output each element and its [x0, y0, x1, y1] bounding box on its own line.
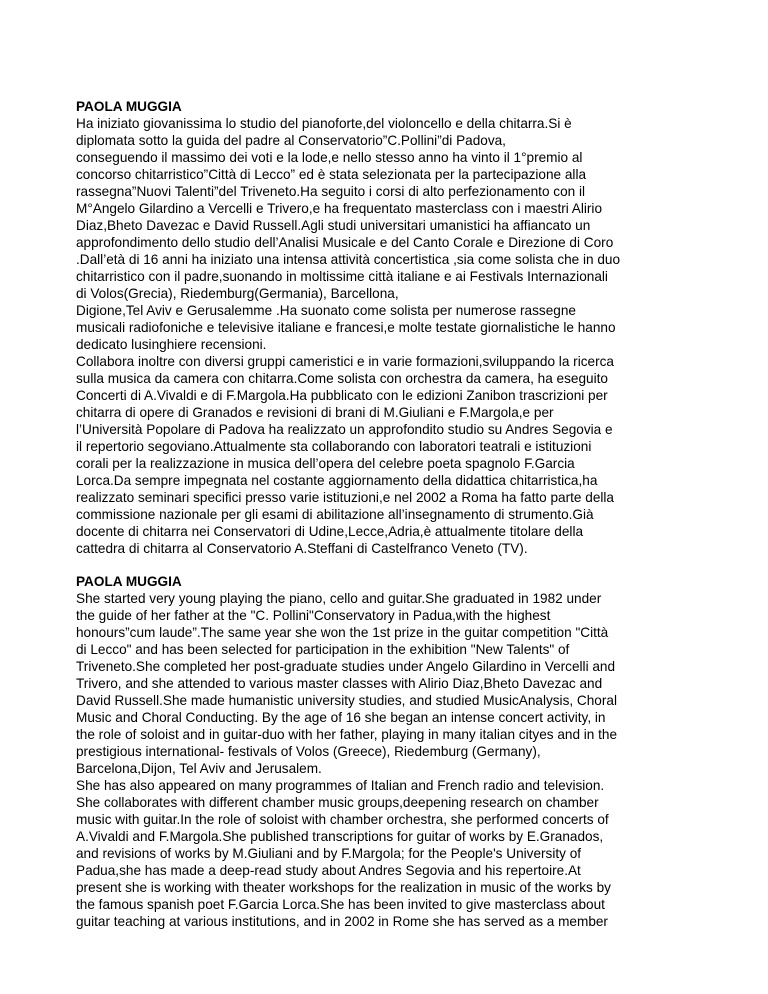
biography-english	[76, 573, 716, 930]
text-line: Collabora inoltre con diversi gruppi cameristici e in varie formazioni,sviluppando la ricerca	[76, 354, 614, 369]
text-line: Digione,Tel Aviv e Gerusalemme .Ha suonato come solista per numerose rassegne	[76, 303, 576, 318]
text-line: She has also appeared on many programmes of Italian and French radio and television.	[76, 778, 605, 793]
text-line: commissione nazionale per gli esami di abilitazione all’insegnamento di strumento.Già	[76, 507, 594, 522]
text-line: present she is working with theater workshops for the realization in music of the works by	[76, 880, 611, 895]
text-line: concorso chitarristico”Città di Lecco” ed è stata selezionata per la partecipazione alla	[76, 167, 587, 182]
text-line: conseguendo il massimo dei voti e la lode,e nello stesso anno ha vinto il 1°premio al	[76, 150, 583, 165]
text-line: the guide of her father at the "C. Pollini"Conservatory in Padua,with the highest	[76, 608, 551, 623]
text-line: Concerti di A.Vivaldi e di F.Margola.Ha pubblicato con le edizioni Zanibon trascrizioni per	[76, 388, 608, 403]
text-line: Barcelona,Dijon, Tel Aviv and Jerusalem.	[76, 761, 322, 776]
bio-body	[76, 590, 716, 930]
text-line: the role of soloist and in guitar-duo with her father, playing in many italian cityes and in the	[76, 727, 618, 742]
text-line: realizzato seminari specifici presso varie istituzioni,e nel 2002 a Roma ha fatto parte della	[76, 490, 614, 505]
text-line: Padua,she has made a deep-read study about Andres Segovia and his repertoire.At	[76, 863, 581, 878]
text-line: di Volos(Grecia), Riedemburg(Germania), Barcellona,	[76, 286, 399, 301]
text-line: cattedra di chitarra al Conservatorio A.Steffani di Castelfranco Veneto (TV).	[76, 541, 528, 556]
text-line: l’Università Popolare di Padova ha realizzato un approfondito studio su Andres Segovia e	[76, 422, 613, 437]
biography-italian	[76, 98, 716, 557]
text-line: She collaborates with different chamber music groups,deepening research on chamber	[76, 795, 599, 810]
text-line: approfondimento dello studio dell’Analisi Musicale e del Canto Corale e Direzione di Coro	[76, 235, 614, 250]
text-line: honours”cum laude”.The same year she won the 1st prize in the guitar competition "Città	[76, 625, 609, 640]
text-line: Triveneto.She completed her post-graduate studies under Angelo Gilardino in Vercelli and	[76, 659, 616, 674]
text-line: corali per la realizzazione in musica dell’opera del celebre poeta spagnolo F.Garcia	[76, 456, 575, 471]
text-line: M°Angelo Gilardino a Vercelli e Trivero,e ha frequentato masterclass con i maestri Alirio	[76, 201, 603, 216]
text-line: il repertorio segoviano.Attualmente sta collaborando con laboratori teatrali e istituzioni	[76, 439, 592, 454]
text-line: and revisions of works by M.Giuliani and by F.Margola; for the People's University of	[76, 846, 582, 861]
text-line: docente di chitarra nei Conservatori di Udine,Lecce,Adria,è attualmente titolare della	[76, 524, 584, 539]
text-line: chitarristico con il padre,suonando in moltissime città italiane e ai Festivals Internazionali	[76, 269, 608, 284]
bio-title: PAOLA MUGGIA	[76, 574, 182, 589]
text-line: sulla musica da camera con chitarra.Come solista con orchestra da camera, ha eseguito	[76, 371, 608, 386]
text-line: Lorca.Da sempre impegnata nel costante aggiornamento della didattica chitarristica,ha	[76, 473, 598, 488]
text-line: di Lecco" and has been selected for participation in the exhibition "New Talents" of	[76, 642, 570, 657]
text-line: rassegna”Nuovi Talenti”del Triveneto.Ha seguito i corsi di alto perfezionamento con il	[76, 184, 586, 199]
text-line: diplomata sotto la guida del padre al Conservatorio”C.Pollini”di Padova,	[76, 133, 506, 148]
text-line: music with guitar.In the role of soloist with chamber orchestra, she performed concerts of	[76, 812, 609, 827]
text-line: musicali radiofoniche e televisive italiane e francesi,e molte testate giornalistiche le hanno	[76, 320, 616, 335]
bio-title: PAOLA MUGGIA	[76, 99, 182, 114]
text-line: Music and Choral Conducting. By the age of 16 she began an intense concert activity, in	[76, 710, 606, 725]
text-line: She started very young playing the piano, cello and guitar.She graduated in 1982 under	[76, 591, 602, 606]
text-line: the famous spanish poet F.Garcia Lorca.She has been invited to give masterclass about	[76, 897, 605, 912]
text-line: David Russell.She made humanistic university studies, and studied MusicAnalysis, Choral	[76, 693, 617, 708]
text-line: A.Vivaldi and F.Margola.She published transcriptions for guitar of works by E.Granados,	[76, 829, 604, 844]
text-line: Ha iniziato giovanissima lo studio del pianoforte,del violoncello e della chitarra.Si è	[76, 116, 572, 131]
text-line: dedicato lusinghiere recensioni.	[76, 337, 267, 352]
text-line: guitar teaching at various institutions, and in 2002 in Rome she has served as a member	[76, 914, 608, 929]
text-line: Diaz,Bheto Davezac e David Russell.Agli studi universitari umanistici ha affiancato un	[76, 218, 591, 233]
text-line: Trivero, and she attended to various master classes with Alirio Diaz,Bheto Davezac and	[76, 676, 603, 691]
text-line: prestigious international- festivals of Volos (Greece), Riedemburg (Germany),	[76, 744, 541, 759]
text-line: chitarra di opere di Granados e revisioni di brani di M.Giuliani e F.Margola,e per	[76, 405, 554, 420]
bio-body	[76, 115, 716, 557]
text-line: .Dall’età di 16 anni ha iniziato una intensa attività concertistica ,sia come solista che in duo	[76, 252, 621, 267]
